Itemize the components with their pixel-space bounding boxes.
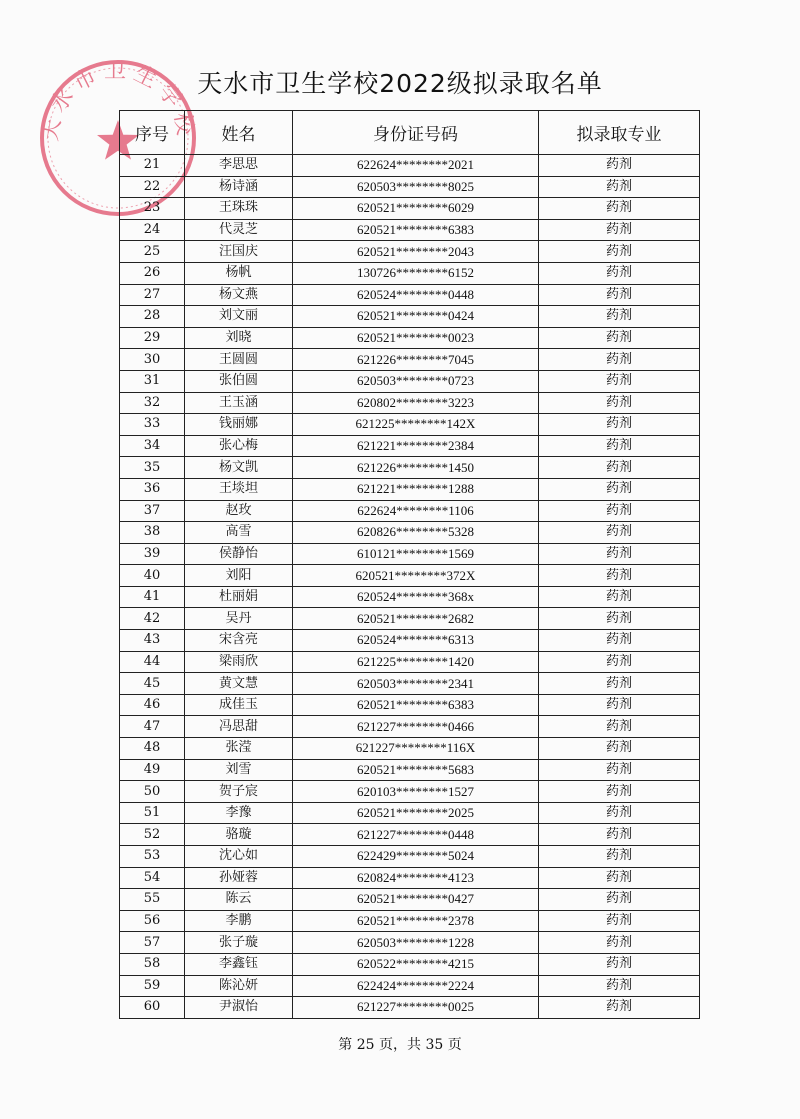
cell-serial-number: 48	[120, 738, 185, 760]
table-row	[120, 241, 700, 263]
cell-major: 药剂	[539, 608, 700, 630]
cell-major: 药剂	[539, 262, 700, 284]
table-row	[120, 586, 700, 608]
cell-serial-number: 51	[120, 802, 185, 824]
cell-id-number: 620503********0723	[293, 370, 539, 392]
cell-major: 药剂	[539, 738, 700, 760]
cell-name: 杨帆	[185, 262, 293, 284]
cell-major: 药剂	[539, 651, 700, 673]
cell-id-number: 620524********368x	[293, 586, 539, 608]
cell-id-number: 622624********2021	[293, 155, 539, 177]
cell-major: 药剂	[539, 176, 700, 198]
cell-serial-number: 34	[120, 435, 185, 457]
cell-name: 汪国庆	[185, 241, 293, 263]
table-row	[120, 370, 700, 392]
cell-serial-number: 54	[120, 867, 185, 889]
table-row	[120, 543, 700, 565]
cell-id-number: 130726********6152	[293, 262, 539, 284]
cell-id-number: 620103********1527	[293, 781, 539, 803]
cell-id-number: 620521********6029	[293, 198, 539, 220]
table-row	[120, 824, 700, 846]
table-row	[120, 392, 700, 414]
table-row	[120, 953, 700, 975]
cell-name: 梁雨欣	[185, 651, 293, 673]
table-row	[120, 997, 700, 1019]
cell-id-number: 620524********0448	[293, 284, 539, 306]
cell-id-number: 621227********116X	[293, 738, 539, 760]
table-row	[120, 608, 700, 630]
cell-major: 药剂	[539, 219, 700, 241]
cell-serial-number: 31	[120, 370, 185, 392]
cell-name: 吴丹	[185, 608, 293, 630]
table-row	[120, 846, 700, 868]
cell-id-number: 621221********2384	[293, 435, 539, 457]
cell-major: 药剂	[539, 435, 700, 457]
cell-name: 李鑫钰	[185, 953, 293, 975]
cell-serial-number: 53	[120, 846, 185, 868]
cell-serial-number: 37	[120, 500, 185, 522]
table-row	[120, 306, 700, 328]
cell-id-number: 620503********1228	[293, 932, 539, 954]
table-row	[120, 738, 700, 760]
cell-serial-number: 32	[120, 392, 185, 414]
table-row	[120, 219, 700, 241]
cell-id-number: 620802********3223	[293, 392, 539, 414]
table-row	[120, 176, 700, 198]
cell-id-number: 622424********2224	[293, 975, 539, 997]
table-row	[120, 673, 700, 695]
cell-serial-number: 33	[120, 414, 185, 436]
cell-serial-number: 29	[120, 327, 185, 349]
cell-major: 药剂	[539, 846, 700, 868]
cell-name: 杨文凯	[185, 457, 293, 479]
cell-serial-number: 43	[120, 630, 185, 652]
cell-name: 刘阳	[185, 565, 293, 587]
table-row	[120, 781, 700, 803]
cell-major: 药剂	[539, 241, 700, 263]
table-row	[120, 414, 700, 436]
cell-id-number: 621227********0448	[293, 824, 539, 846]
cell-name: 黄文慧	[185, 673, 293, 695]
cell-major: 药剂	[539, 802, 700, 824]
cell-id-number: 620522********4215	[293, 953, 539, 975]
cell-serial-number: 57	[120, 932, 185, 954]
seal-text: 天水市卫生学校	[38, 59, 198, 143]
cell-serial-number: 55	[120, 889, 185, 911]
table-row	[120, 910, 700, 932]
table-row	[120, 500, 700, 522]
cell-major: 药剂	[539, 586, 700, 608]
cell-id-number: 620521********5683	[293, 759, 539, 781]
cell-id-number: 620521********6383	[293, 694, 539, 716]
cell-name: 张滢	[185, 738, 293, 760]
table-row	[120, 565, 700, 587]
page-number-footer: 第 25 页，共 35 页	[338, 1037, 462, 1053]
cell-serial-number: 42	[120, 608, 185, 630]
cell-name: 杨诗涵	[185, 176, 293, 198]
cell-id-number: 620826********5328	[293, 522, 539, 544]
header-id-number: 身份证号码	[293, 111, 539, 155]
cell-serial-number: 23	[120, 198, 185, 220]
cell-major: 药剂	[539, 478, 700, 500]
table-row	[120, 478, 700, 500]
cell-name: 李豫	[185, 802, 293, 824]
cell-id-number: 620521********6383	[293, 219, 539, 241]
table-body	[120, 155, 700, 1019]
table-row	[120, 284, 700, 306]
cell-major: 药剂	[539, 630, 700, 652]
header-major: 拟录取专业	[539, 111, 700, 155]
cell-serial-number: 21	[120, 155, 185, 177]
cell-id-number: 621226********1450	[293, 457, 539, 479]
cell-serial-number: 38	[120, 522, 185, 544]
cell-serial-number: 59	[120, 975, 185, 997]
cell-name: 高雪	[185, 522, 293, 544]
table-row	[120, 327, 700, 349]
cell-name: 杜丽娟	[185, 586, 293, 608]
cell-serial-number: 22	[120, 176, 185, 198]
table-row	[120, 802, 700, 824]
cell-name: 冯思甜	[185, 716, 293, 738]
cell-serial-number: 47	[120, 716, 185, 738]
cell-id-number: 621225********1420	[293, 651, 539, 673]
cell-name: 王埮坦	[185, 478, 293, 500]
cell-serial-number: 46	[120, 694, 185, 716]
cell-serial-number: 39	[120, 543, 185, 565]
cell-major: 药剂	[539, 414, 700, 436]
cell-id-number: 620521********0427	[293, 889, 539, 911]
cell-name: 陈云	[185, 889, 293, 911]
cell-major: 药剂	[539, 932, 700, 954]
cell-id-number: 620524********6313	[293, 630, 539, 652]
cell-major: 药剂	[539, 781, 700, 803]
cell-id-number: 621221********1288	[293, 478, 539, 500]
cell-major: 药剂	[539, 824, 700, 846]
cell-id-number: 620521********2378	[293, 910, 539, 932]
table-row	[120, 630, 700, 652]
cell-id-number: 620824********4123	[293, 867, 539, 889]
cell-name: 张子璇	[185, 932, 293, 954]
cell-major: 药剂	[539, 284, 700, 306]
cell-major: 药剂	[539, 392, 700, 414]
cell-serial-number: 27	[120, 284, 185, 306]
cell-serial-number: 60	[120, 997, 185, 1019]
cell-name: 王珠珠	[185, 198, 293, 220]
table-row	[120, 759, 700, 781]
cell-major: 药剂	[539, 565, 700, 587]
cell-major: 药剂	[539, 327, 700, 349]
header-serial-number: 序号	[120, 111, 185, 155]
cell-name: 王玉涵	[185, 392, 293, 414]
cell-name: 张心梅	[185, 435, 293, 457]
cell-serial-number: 49	[120, 759, 185, 781]
cell-id-number: 622429********5024	[293, 846, 539, 868]
cell-id-number: 621227********0466	[293, 716, 539, 738]
cell-id-number: 620503********2341	[293, 673, 539, 695]
cell-id-number: 621225********142X	[293, 414, 539, 436]
cell-major: 药剂	[539, 543, 700, 565]
page-title: 天水市卫生学校2022级拟录取名单	[197, 69, 603, 98]
table-row	[120, 435, 700, 457]
cell-name: 尹淑怡	[185, 997, 293, 1019]
cell-serial-number: 41	[120, 586, 185, 608]
cell-serial-number: 52	[120, 824, 185, 846]
table-header-row	[120, 111, 700, 155]
cell-serial-number: 26	[120, 262, 185, 284]
cell-major: 药剂	[539, 155, 700, 177]
cell-major: 药剂	[539, 349, 700, 371]
cell-serial-number: 28	[120, 306, 185, 328]
cell-name: 刘雪	[185, 759, 293, 781]
table-row	[120, 349, 700, 371]
cell-name: 成佳玉	[185, 694, 293, 716]
cell-name: 贺子宸	[185, 781, 293, 803]
cell-major: 药剂	[539, 673, 700, 695]
cell-serial-number: 45	[120, 673, 185, 695]
table-row	[120, 198, 700, 220]
cell-major: 药剂	[539, 522, 700, 544]
cell-major: 药剂	[539, 867, 700, 889]
cell-name: 孙娅蓉	[185, 867, 293, 889]
table-row	[120, 155, 700, 177]
cell-name: 代灵芝	[185, 219, 293, 241]
cell-serial-number: 36	[120, 478, 185, 500]
cell-major: 药剂	[539, 759, 700, 781]
table-row	[120, 867, 700, 889]
cell-major: 药剂	[539, 500, 700, 522]
cell-name: 沈心如	[185, 846, 293, 868]
cell-name: 陈沁妍	[185, 975, 293, 997]
cell-major: 药剂	[539, 953, 700, 975]
table-row	[120, 975, 700, 997]
cell-serial-number: 50	[120, 781, 185, 803]
table-row	[120, 716, 700, 738]
table-row	[120, 457, 700, 479]
table-row	[120, 932, 700, 954]
cell-id-number: 621226********7045	[293, 349, 539, 371]
cell-id-number: 622624********1106	[293, 500, 539, 522]
cell-id-number: 620521********372X	[293, 565, 539, 587]
cell-major: 药剂	[539, 457, 700, 479]
cell-major: 药剂	[539, 694, 700, 716]
cell-major: 药剂	[539, 198, 700, 220]
cell-serial-number: 25	[120, 241, 185, 263]
cell-major: 药剂	[539, 370, 700, 392]
cell-major: 药剂	[539, 716, 700, 738]
cell-major: 药剂	[539, 889, 700, 911]
cell-serial-number: 24	[120, 219, 185, 241]
cell-name: 李鹏	[185, 910, 293, 932]
cell-name: 骆璇	[185, 824, 293, 846]
cell-major: 药剂	[539, 975, 700, 997]
cell-name: 王圆圆	[185, 349, 293, 371]
cell-name: 钱丽娜	[185, 414, 293, 436]
cell-id-number: 620503********8025	[293, 176, 539, 198]
cell-id-number: 620521********2682	[293, 608, 539, 630]
cell-name: 侯静怡	[185, 543, 293, 565]
cell-id-number: 621227********0025	[293, 997, 539, 1019]
cell-serial-number: 58	[120, 953, 185, 975]
cell-id-number: 620521********2025	[293, 802, 539, 824]
cell-major: 药剂	[539, 910, 700, 932]
cell-name: 赵玫	[185, 500, 293, 522]
cell-id-number: 620521********0424	[293, 306, 539, 328]
table-row	[120, 889, 700, 911]
cell-serial-number: 35	[120, 457, 185, 479]
cell-id-number: 620521********0023	[293, 327, 539, 349]
cell-serial-number: 40	[120, 565, 185, 587]
table-row	[120, 522, 700, 544]
admission-list-table	[119, 110, 700, 1019]
cell-name: 刘文丽	[185, 306, 293, 328]
cell-name: 李思思	[185, 155, 293, 177]
cell-serial-number: 30	[120, 349, 185, 371]
cell-id-number: 620521********2043	[293, 241, 539, 263]
cell-major: 药剂	[539, 997, 700, 1019]
table-row	[120, 262, 700, 284]
header-name: 姓名	[185, 111, 293, 155]
table-row	[120, 651, 700, 673]
cell-serial-number: 56	[120, 910, 185, 932]
cell-id-number: 610121********1569	[293, 543, 539, 565]
table-row	[120, 694, 700, 716]
cell-name: 刘晓	[185, 327, 293, 349]
cell-major: 药剂	[539, 306, 700, 328]
cell-name: 杨文燕	[185, 284, 293, 306]
cell-name: 张伯圆	[185, 370, 293, 392]
cell-name: 宋含亮	[185, 630, 293, 652]
cell-serial-number: 44	[120, 651, 185, 673]
